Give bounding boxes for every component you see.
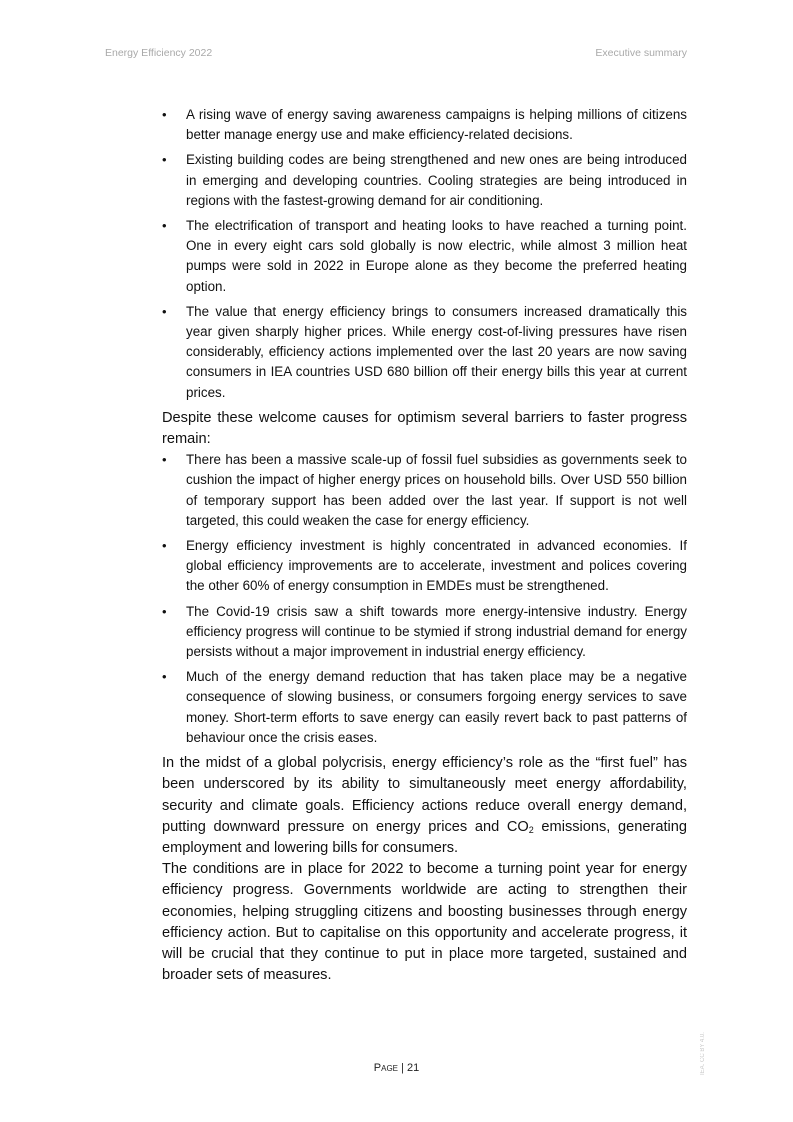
page-separator: | [398,1062,407,1074]
polycrisis-paragraph: In the midst of a global polycrisis, energy efficiency’s role as the “first fuel” has been underscored by its ability to simultaneously meet energy affordability, security and climate goals. Efficiency actions reduce overall energy demand, putting downward pressure on energy prices and $CO_2$ emissions, generating employment and lowering bills for consumers. [162,755,687,856]
positive-progress-list [162,105,687,403]
list-item: • A rising wave of energy saving awareness campaigns is helping millions of citizens better manage energy use and make efficiency-related decisions. [162,105,687,145]
page-label: Page [373,1062,398,1074]
bullet-icon [162,105,174,125]
list-item: • The value that energy efficiency brings to consumers increased dramatically this year given sharply higher prices. While energy cost-of-living pressures have risen considerably, efficiency actions implemented over the last 20 years are now saving consumers in IEA countries USD 680 billion off their energy bills this year at current prices. [162,302,687,403]
bullet-icon [162,150,174,170]
barriers-list [162,450,687,748]
list-item: • The Covid-19 crisis saw a shift towards more energy-intensive industry. Energy efficiency progress will continue to be stymied if strong industrial demand for energy persists without a major improvement in industrial energy efficiency. [162,602,687,663]
page-number-footer [0,1062,793,1074]
running-header-section: Executive summary [595,47,687,59]
bullet-icon [162,216,174,236]
running-header-title: Energy Efficiency 2022 [105,47,213,59]
page-body [162,105,687,986]
closing-paragraph: The conditions are in place for 2022 to become a turning point year for energy efficiency progress. Governments worldwide are acting to strengthen their economies, helping struggling citizens and boosting businesses through energy efficiency action. But to capitalise on this opportunity and accelerate progress, it will be crucial that they continue to put in place more targeted, sustained and broader sets of measures. [162,861,687,984]
list-item: • Energy efficiency investment is highly concentrated in advanced economies. If global efficiency improvements are to accelerate, investment and polices covering the other 60% of energy consumption in EMDEs must be strengthened. [162,536,687,597]
bullet-icon [162,536,174,556]
barriers-intro-paragraph: Despite these welcome causes for optimism several barriers to faster progress remain: [162,409,687,448]
bullet-icon [162,602,174,622]
list-item: • Much of the energy demand reduction that has taken place may be a negative consequence of slowing business, or consumers forgoing energy services to save money. Short-term efforts to save energy can easily revert back to past patterns of behaviour once the crisis eases. [162,667,687,748]
license-watermark: IEA. CC BY 4.0. [700,1032,706,1075]
bullet-icon [162,450,174,470]
list-item: • Existing building codes are being strengthened and new ones are being introduced in emerging and developing countries. Cooling strategies are being introduced in regions with the fastest-growing demand for air conditioning. [162,150,687,211]
list-item: • The electrification of transport and heating looks to have reached a turning point. One in every eight cars sold globally is now electric, while almost 3 million heat pumps were sold in 2022 in Europe alone as they become the preferred heating option. [162,216,687,297]
list-item: • There has been a massive scale-up of fossil fuel subsidies as governments seek to cushion the impact of higher energy prices on household bills. Over USD 550 billion of temporary support has been added over the last year. If support is not well targeted, this could weaken the case for energy efficiency. [162,450,687,531]
page-number: 21 [406,1062,420,1074]
bullet-icon [162,667,174,687]
bullet-icon [162,302,174,322]
